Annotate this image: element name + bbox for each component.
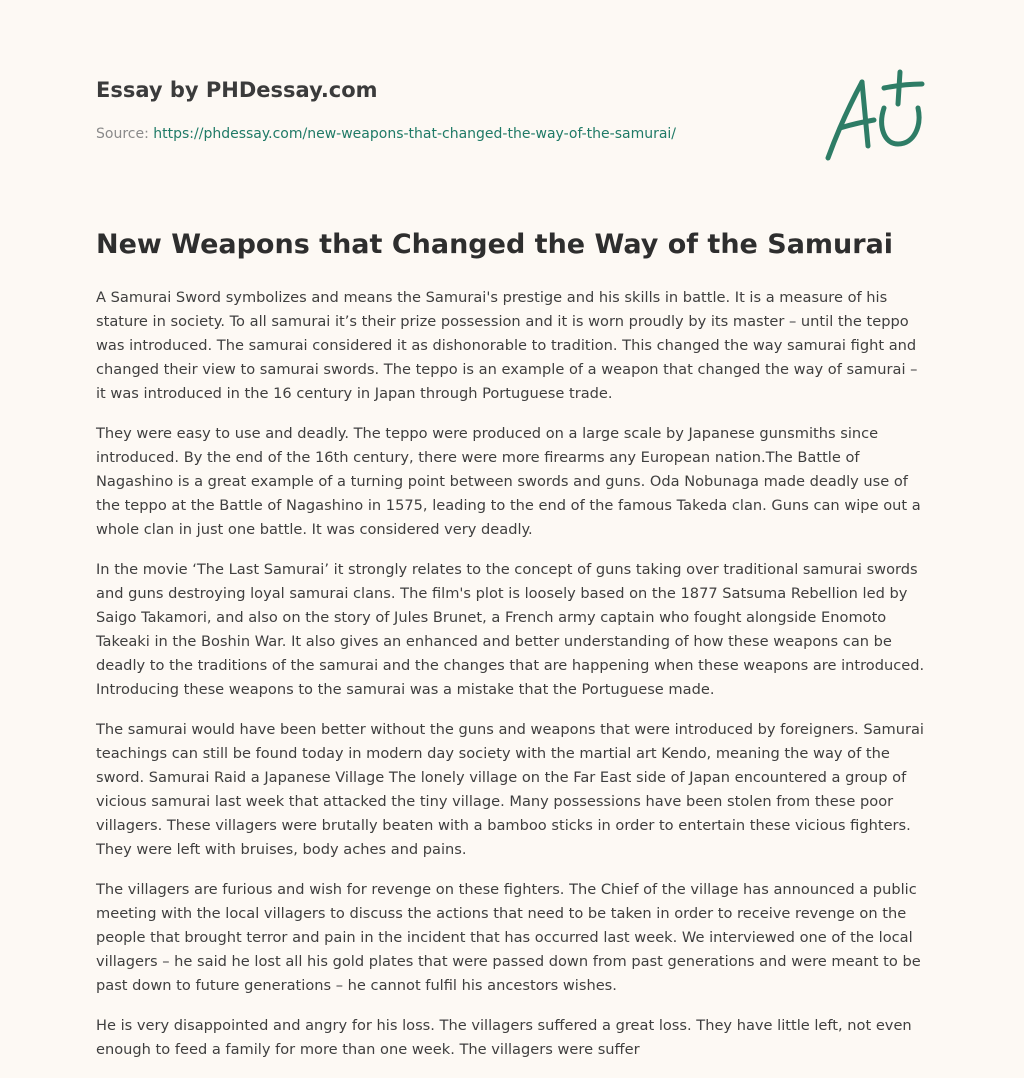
- essay-body: [96, 286, 930, 1078]
- source-line: [96, 124, 796, 144]
- page-header: [96, 76, 796, 144]
- essay-paragraph: The villagers are furious and wish for revenge on these fighters. The Chief of the village has announced a public meeting with the local villagers to discuss the actions that need to be taken in order to receive revenge on the people that brought terror and pain in the incident that has occurred last week. We interviewed one of the local villagers – he said he lost all his gold plates that were passed down from past generations and were meant to be past down to future generations – he cannot fulfil his ancestors wishes.: [96, 881, 921, 994]
- essay-paragraph: They were easy to use and deadly. The teppo were produced on a large scale by Japanese gunsmiths since introduced. By the end of the 16th century, there were more firearms any European nation.The Battle of Nagashino is a great example of a turning point between swords and guns. Oda Nobunaga made deadly use of the teppo at the Battle of Nagashino in 1575, leading to the end of the famous Takeda clan. Guns can wipe out a whole clan in just one battle. It was considered very deadly.: [96, 425, 921, 538]
- source-link[interactable]: https://phdessay.com/new-weapons-that-changed-the-way-of-the-samurai/: [153, 126, 677, 142]
- essay-paragraph: In the movie ‘The Last Samurai’ it strongly relates to the concept of guns taking over traditional samurai swords and guns destroying loyal samurai clans. The film's plot is loosely based on the 1877 Satsuma Rebellion led by Saigo Takamori, and also on the story of Jules Brunet, a French army captain who fought alongside Enomoto Takeaki in the Boshin War. It also gives an enhanced and better understanding of how these weapons can be deadly to the traditions of the samurai and the changes that are happening when these weapons are introduced. Introducing these weapons to the samurai was a mistake that the Portuguese made.: [96, 561, 925, 698]
- essay-title: New Weapons that Changed the Way of the Samurai: [96, 229, 894, 260]
- source-label: Source:: [96, 126, 154, 142]
- a-plus-logo-icon: [822, 64, 928, 164]
- essay-paragraph: The samurai would have been better without the guns and weapons that were introduced by foreigners. Samurai teachings can still be found today in modern day society with the martial art Kendo, meaning the way of the sword. Samurai Raid a Japanese Village The lonely village on the Far East side of Japan encountered a group of vicious samurai last week that attacked the tiny village. Many possessions have been stolen from these poor villagers. These villagers were brutally beaten with a bamboo sticks in order to entertain these vicious fighters. They were left with bruises, body aches and pains.: [96, 721, 924, 858]
- essay-paragraph: He is very disappointed and angry for his loss. The villagers suffered a great loss. They have little left, not even enough to feed a family for more than one week. The villagers were suffer: [96, 1017, 912, 1058]
- essay-paragraph: A Samurai Sword symbolizes and means the Samurai's prestige and his skills in battle. It is a measure of his stature in society. To all samurai it’s their prize possession and it is worn proudly by its master – until the teppo was introduced. The samurai considered it as dishonorable to tradition. This changed the way samurai fight and changed their view to samurai swords. The teppo is an example of a weapon that changed the way of samurai – it was introduced in the 16 century in Japan through Portuguese trade.: [96, 289, 918, 402]
- site-brand: Essay by PHDessay.com: [96, 78, 378, 102]
